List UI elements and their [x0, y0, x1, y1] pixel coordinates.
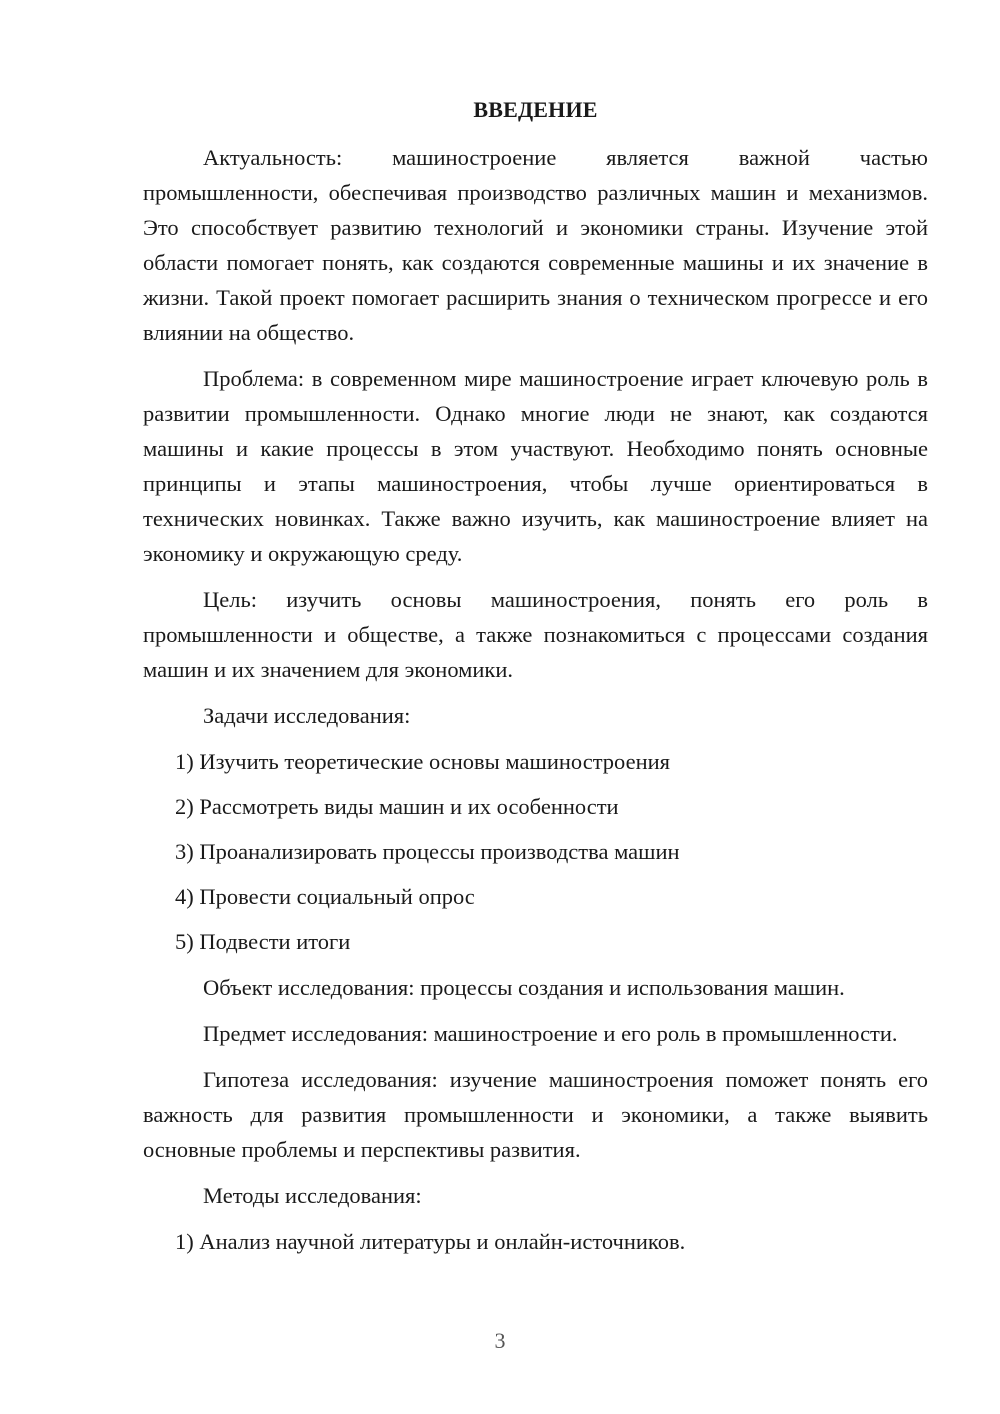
methods-heading: Методы исследования:	[203, 1183, 422, 1208]
list-item: 1) Изучить теоретические основы машиностроения	[175, 749, 670, 774]
list-item: 5) Подвести итоги	[175, 929, 351, 954]
document-page	[143, 92, 928, 1259]
subject-paragraph: Предмет исследования: машиностроение и его роль в промышленности.	[203, 1021, 898, 1046]
page-number: 3	[494, 1328, 506, 1353]
tasks-heading: Задачи исследования:	[203, 703, 411, 728]
list-item: 2) Рассмотреть виды машин и их особенности	[175, 794, 619, 819]
goal-paragraph: Цель: изучить основы машиностроения, понять его роль в промышленности и обществе, а также познакомиться с процессами создания машин и их значением для экономики.	[143, 587, 928, 682]
relevance-paragraph: Актуальность: машиностроение является важной частью промышленности, обеспечивая производство различных машин и механизмов. Это способствует развитию технологий и экономики страны. Изучение этой области помогает понять, как создаются современные машины и их значение в жизни. Такой проект помогает расширить знания о техническом прогрессе и его влиянии на общество.	[143, 145, 928, 345]
methods-list	[143, 1224, 928, 1259]
list-item: 1) Анализ научной литературы и онлайн-источников.	[175, 1229, 686, 1254]
problem-paragraph: Проблема: в современном мире машиностроение играет ключевую роль в развитии промышленности. Однако многие люди не знают, как создаются машины и какие процессы в этом участвуют. Необходимо понять основные принципы и этапы машиностроения, чтобы лучше ориентироваться в технических новинках. Также важно изучить, как машиностроение влияет на экономику и окружающую среду.	[143, 366, 928, 566]
tasks-list	[143, 744, 928, 959]
page-title: ВВЕДЕНИЕ	[473, 97, 598, 122]
list-item: 4) Провести социальный опрос	[175, 884, 475, 909]
list-item: 3) Проанализировать процессы производства машин	[175, 839, 680, 864]
object-paragraph: Объект исследования: процессы создания и использования машин.	[203, 975, 845, 1000]
hypothesis-paragraph: Гипотеза исследования: изучение машиностроения поможет понять его важность для развития промышленности и экономики, а также выявить основные проблемы и перспективы развития.	[143, 1067, 928, 1162]
